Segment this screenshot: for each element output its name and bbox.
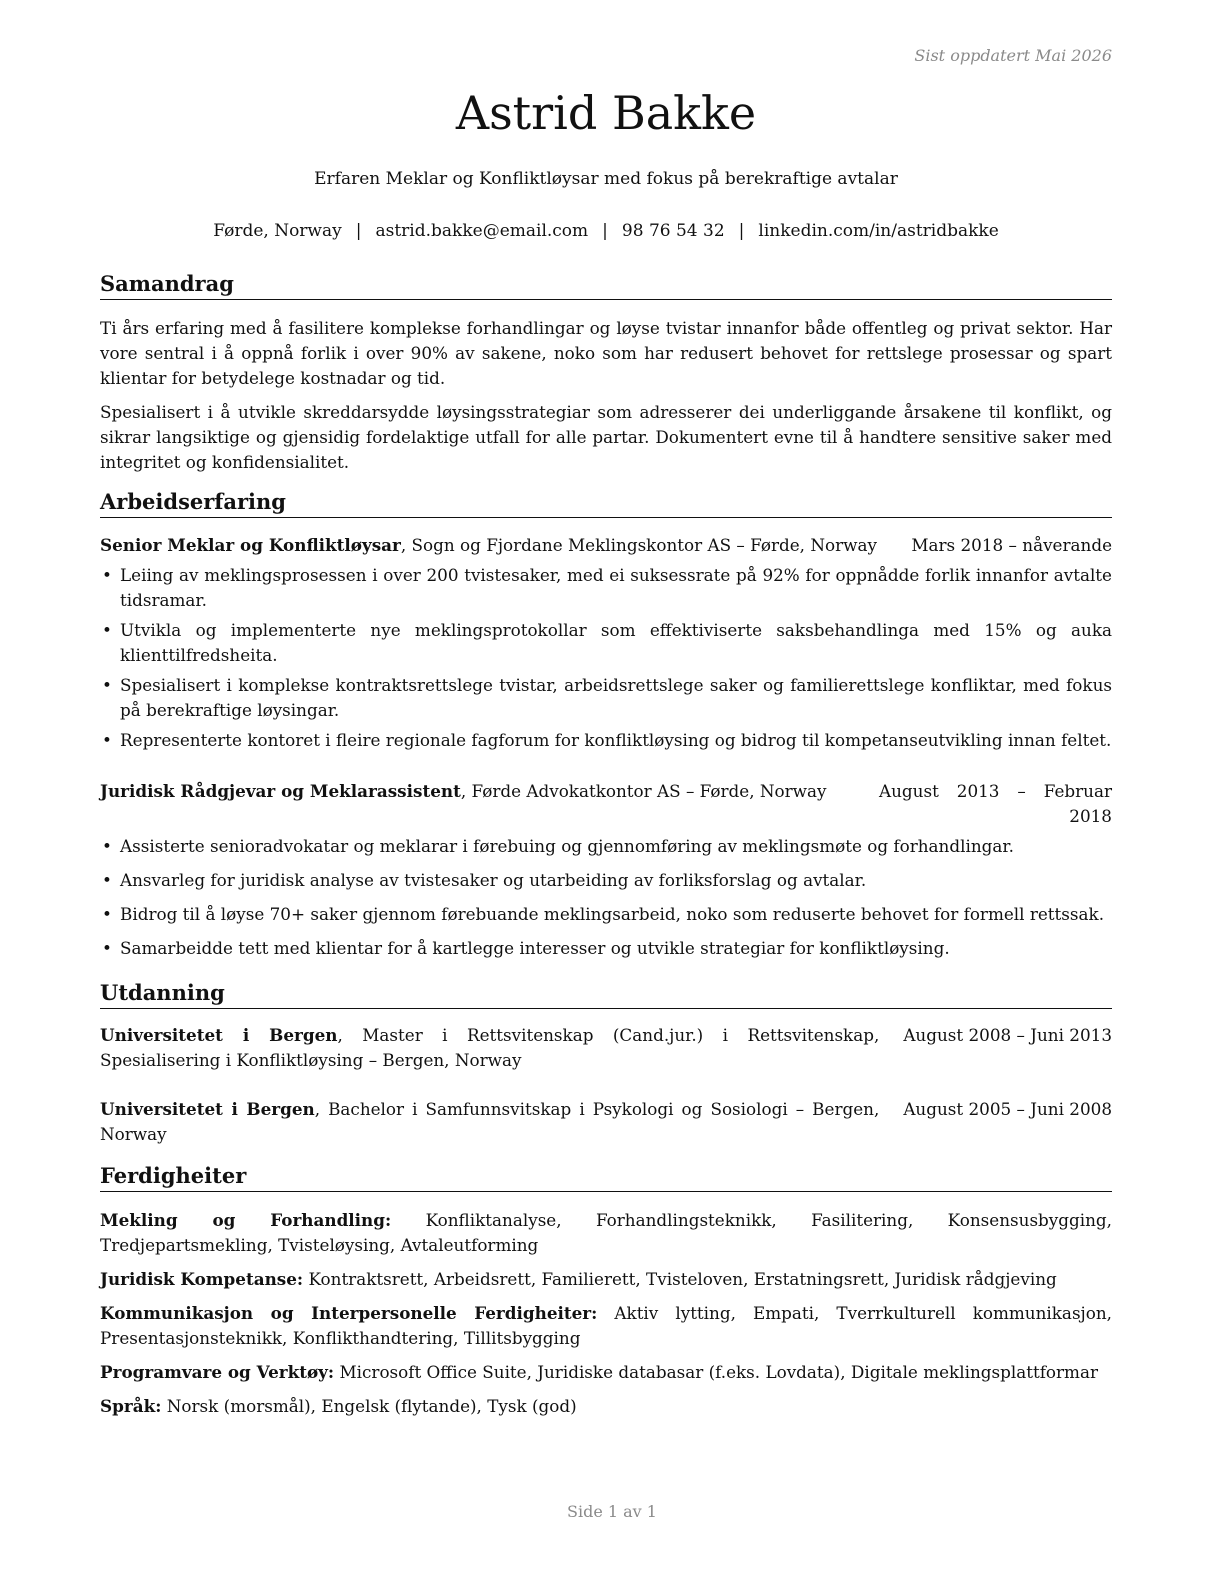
headline: Erfaren Meklar og Konfliktløysar med fokus på berekraftige avtalar	[314, 169, 898, 189]
experience-section	[100, 488, 1112, 518]
page-number: Side 1 av 1	[567, 1502, 657, 1521]
skills-section	[100, 1162, 1112, 1419]
section-title-skills: Ferdigheiter	[100, 1162, 1112, 1192]
job-dates: August 2013 – Februar 2018	[879, 781, 1112, 826]
section-title-education: Utdanning	[100, 979, 1112, 1009]
section-title-summary: Samandrag	[100, 270, 1112, 300]
job-bullet: • Leiing av meklingsprosessen i over 200 tvistesaker, med ei suksessrate på 92% for oppnådde forlik innanfor avtalte tidsramar.	[100, 563, 1112, 613]
education-section	[100, 979, 1112, 1009]
job-bullets	[100, 563, 1112, 753]
skill-label: Programvare og Verktøy:	[100, 1362, 335, 1382]
skill-label: Juridisk Kompetanse:	[100, 1269, 304, 1289]
job-bullet: • Utvikla og implementerte nye meklingsprotokollar som effektiviserte saksbehandlinga med 15% og auka klienttilfredsheita.	[100, 618, 1112, 668]
candidate-name: Astrid Bakke	[455, 86, 757, 140]
contact-phone: 98 76 54 32	[621, 221, 725, 241]
skill-line	[100, 1360, 1112, 1385]
job-entry	[100, 779, 1112, 961]
contact-location: Førde, Norway	[213, 221, 342, 241]
summary-section	[100, 270, 1112, 475]
contact-email[interactable]: astrid.bakke@email.com	[375, 221, 589, 241]
education-school: Universitetet i Bergen	[100, 1099, 315, 1119]
skill-line	[100, 1208, 1112, 1258]
education-entry	[100, 1097, 1112, 1147]
education-entry	[100, 1023, 1112, 1073]
contact-separator: |	[355, 221, 362, 241]
education-school: Universitetet i Bergen	[100, 1025, 338, 1045]
contact-line	[100, 221, 1112, 241]
summary-paragraph: Spesialisert i å utvikle skreddarsydde løysingsstrategiar som adresserer dei underliggande årsakene til konflikt, og sikrar langsiktige og gjensidig fordelaktige utfall for alle partar. Dokumentert evne til å handtere sensitive saker med integritet og konfidensialitet.	[100, 402, 1112, 472]
education-dates: August 2005 – Juni 2008	[903, 1099, 1112, 1119]
job-bullet: • Samarbeidde tett med klientar for å kartlegge interesser og utvikle strategiar for konfliktløysing.	[100, 936, 1112, 961]
education-row	[100, 1023, 1112, 1073]
skill-value: Kontraktsrett, Arbeidsrett, Familierett, Tvisteloven, Erstatningsrett, Juridisk rådgjeving	[303, 1269, 1057, 1289]
contact-separator: |	[602, 221, 608, 241]
job-dates: Mars 2018 – nåverande	[911, 535, 1112, 555]
skill-value: Norsk (morsmål), Engelsk (flytande), Tysk (god)	[161, 1396, 577, 1416]
section-title-experience: Arbeidserfaring	[100, 488, 1112, 518]
education-detail: , Bachelor i Samfunnsvitskap i Psykologi og Sosiologi – Bergen, Norway	[100, 1099, 880, 1144]
skill-line	[100, 1394, 1112, 1419]
skill-line	[100, 1267, 1112, 1292]
summary-paragraph: Ti års erfaring med å fasilitere komplekse forhandlingar og løyse tvistar innanfor både offentleg og privat sektor. Har vore sentral i å oppnå forlik i over 90% av sakene, noko som har redusert behovet for rettslege prosessar og spart klientar for betydelege kostnadar og tid.	[100, 318, 1112, 388]
last-updated: Sist oppdatert Mai 2026	[914, 46, 1112, 65]
job-role: Senior Meklar og Konfliktløysar	[100, 535, 401, 555]
job-entry	[100, 533, 1112, 753]
skill-label: Mekling og Forhandling:	[100, 1210, 392, 1230]
contact-separator: |	[738, 221, 745, 241]
job-header	[100, 533, 1112, 558]
education-dates: August 2008 – Juni 2013	[903, 1025, 1112, 1045]
job-organization: , Førde Advokatkontor AS – Førde, Norway	[460, 781, 827, 801]
job-bullet: • Ansvarleg for juridisk analyse av tvistesaker og utarbeiding av forliksforslag og avtalar.	[100, 868, 1112, 893]
job-role: Juridisk Rådgjevar og Meklarassistent	[100, 781, 461, 801]
job-bullet: • Representerte kontoret i fleire regionale fagforum for konfliktløysing og bidrog til kompetanseutvikling innan feltet.	[100, 728, 1112, 753]
job-bullet: • Spesialisert i komplekse kontraktsrettslege tvistar, arbeidsrettslege saker og familierettslege konfliktar, med fokus på berekraftige løysingar.	[100, 673, 1112, 723]
education-detail: , Master i Rettsvitenskap (Cand.jur.) i Rettsvitenskap, Spesialisering i Konfliktløysing – Bergen, Norway	[100, 1025, 880, 1070]
skill-value: Microsoft Office Suite, Juridiske databasar (f.eks. Lovdata), Digitale meklingsplattformar	[334, 1362, 1098, 1382]
skill-value: Konfliktanalyse, Forhandlingsteknikk, Fasilitering, Konsensusbygging, Tredjepartsmekling, Tvisteløysing, Avtaleutforming	[100, 1210, 1113, 1255]
job-organization: , Sogn og Fjordane Meklingskontor AS – Førde, Norway	[400, 535, 877, 555]
contact-linkedin[interactable]: linkedin.com/in/astridbakke	[758, 221, 999, 241]
skill-label: Språk:	[100, 1396, 162, 1416]
skill-value: Aktiv lytting, Empati, Tverrkulturell kommunikasjon, Presentasjonsteknikk, Konflikthandtering, Tillitsbygging	[100, 1303, 1113, 1348]
resume-page	[100, 0, 1112, 1584]
education-row	[100, 1097, 1112, 1147]
skill-label: Kommunikasjon og Interpersonelle Ferdigheiter:	[100, 1303, 598, 1323]
job-bullet: • Assisterte senioradvokatar og meklarar i førebuing og gjennomføring av meklingsmøte og forhandlingar.	[100, 834, 1112, 859]
job-bullets	[100, 834, 1112, 961]
job-bullet: • Bidrog til å løyse 70+ saker gjennom førebuande meklingsarbeid, noko som reduserte behovet for formell rettssak.	[100, 902, 1112, 927]
job-header	[100, 779, 1112, 829]
skill-line	[100, 1301, 1112, 1351]
